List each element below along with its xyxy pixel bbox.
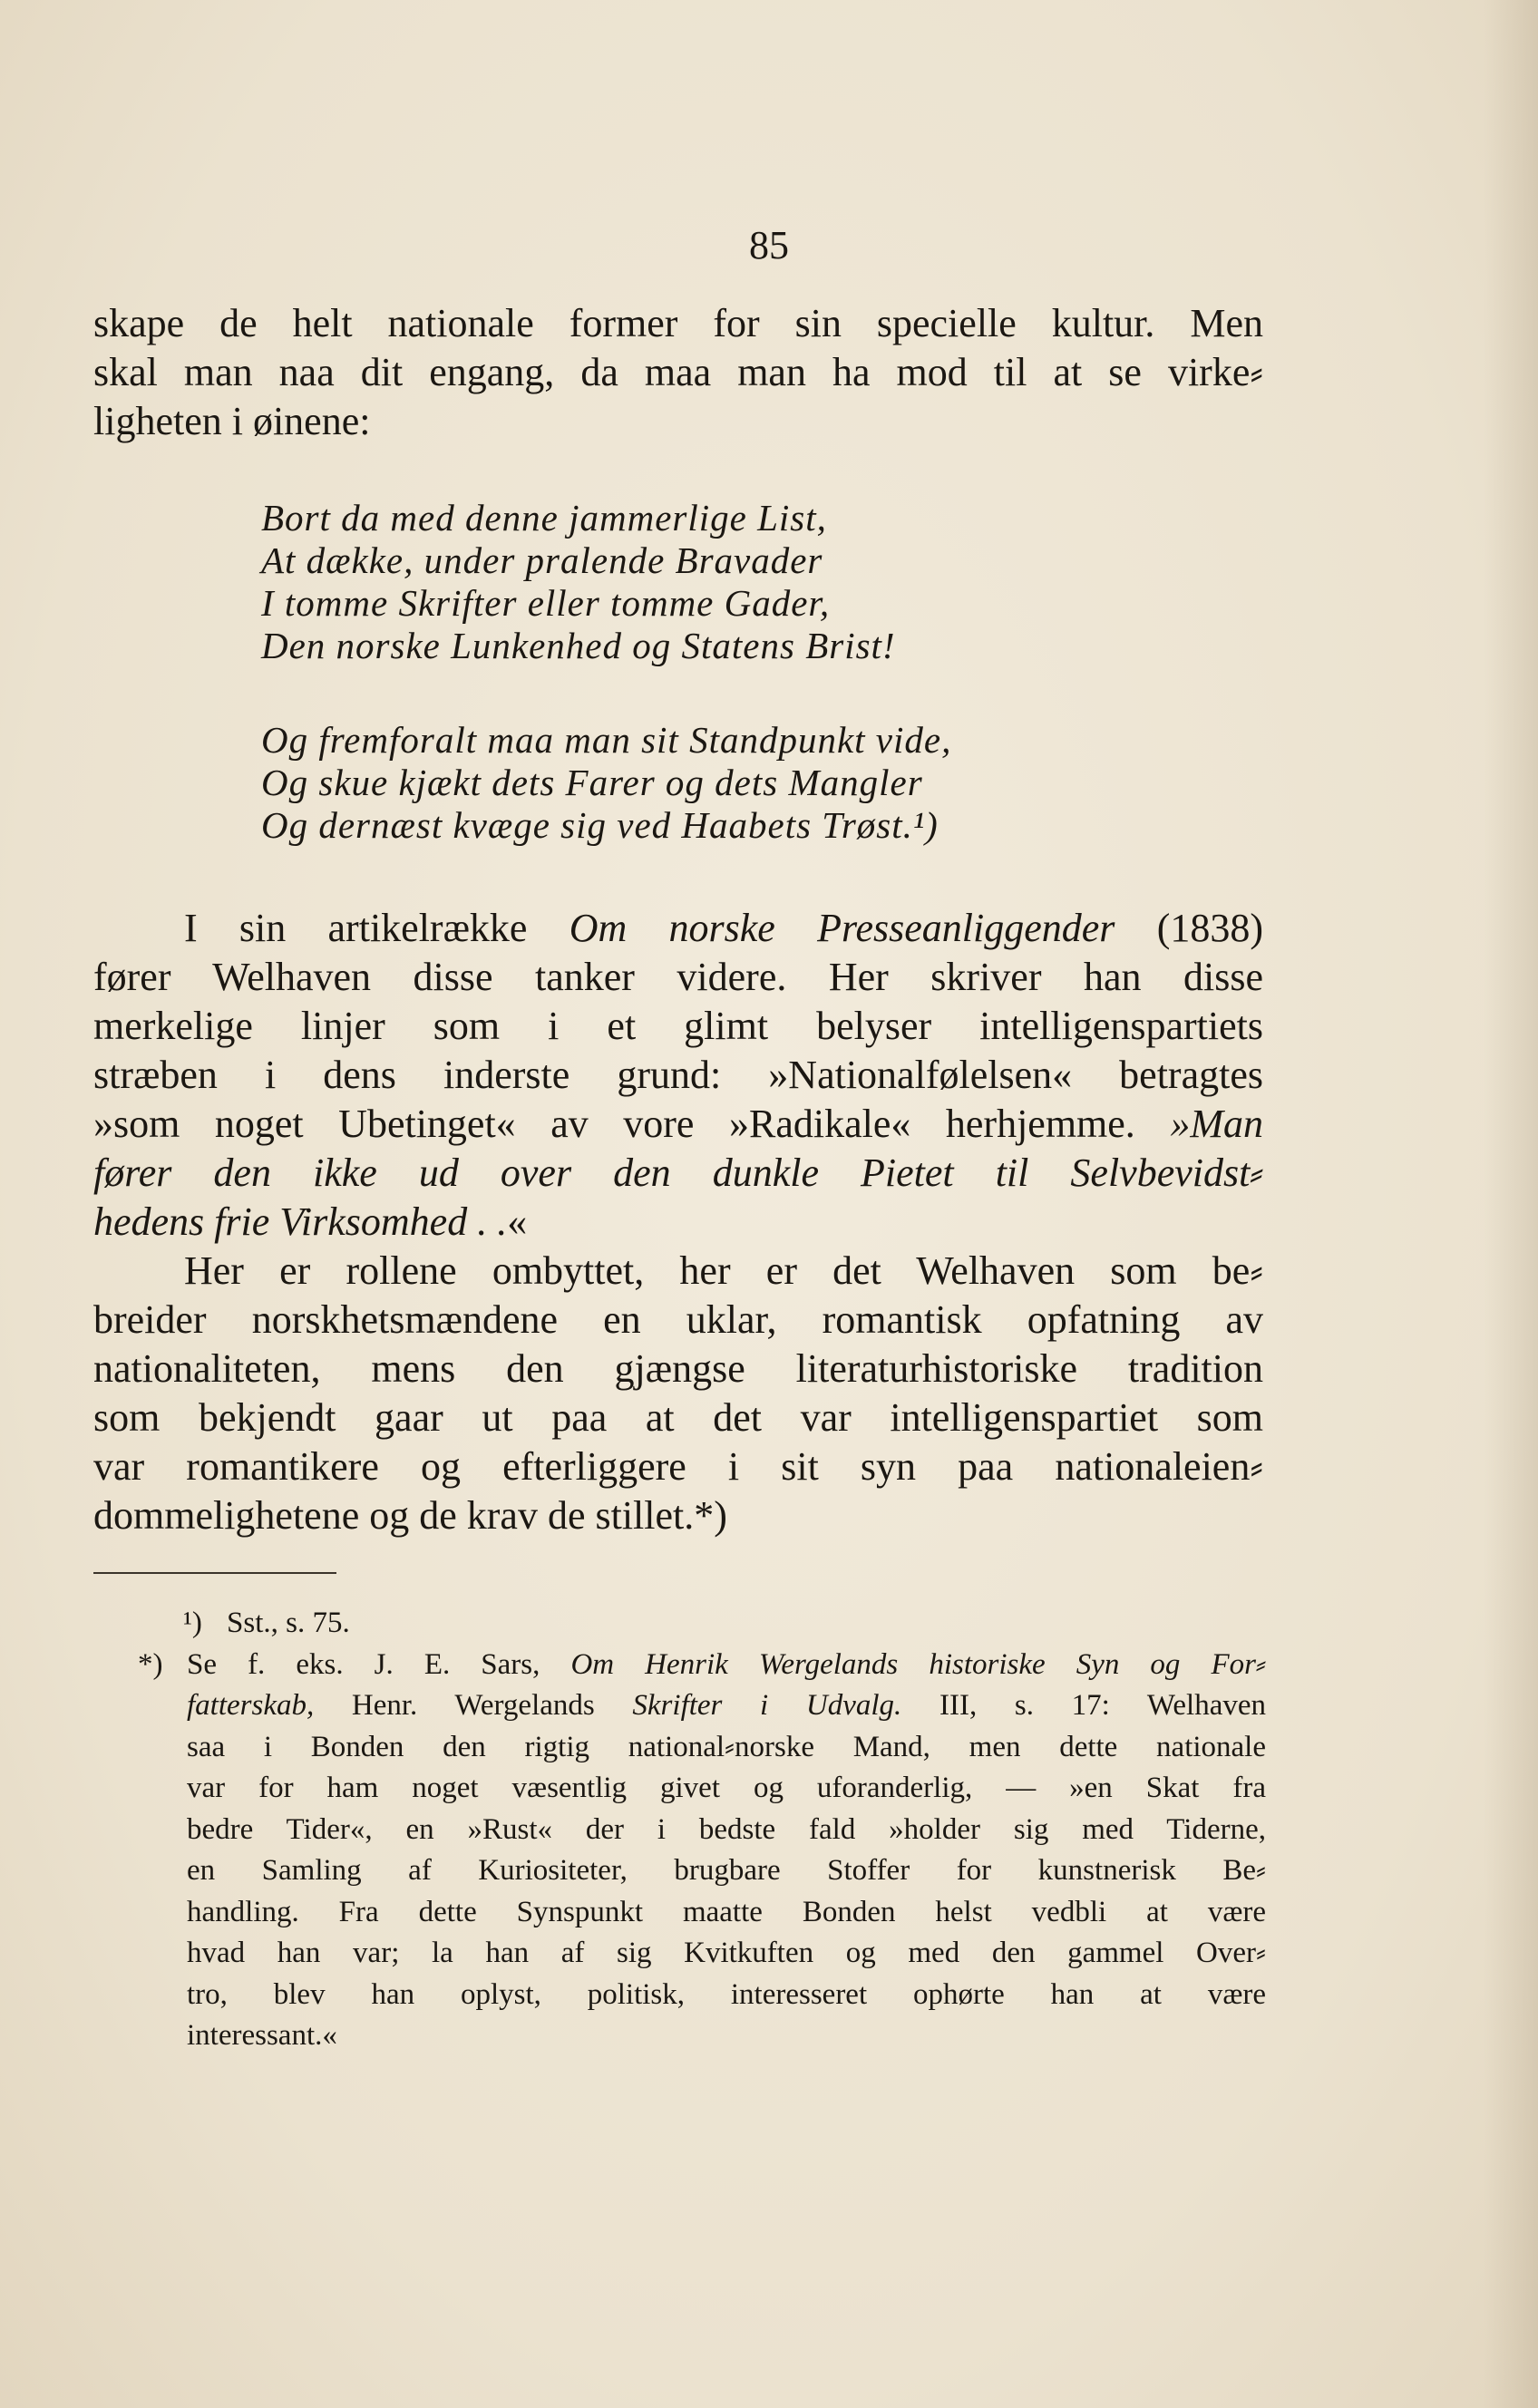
work-title: Skrifter i Udvalg. [632,1689,902,1722]
text-line: breider norskhetsmændene en uklar, romantisk opfatning av [93,1297,1263,1342]
page-number: 85 [749,223,789,267]
poem-stanza-1 [261,497,896,667]
footnotes [136,1603,1266,2057]
footnote-2-line [136,1645,1266,1686]
footnote-2-line: var for ham noget væsentlig givet og uforanderlig, — »en Skat fra [187,1772,1266,1804]
poem-line: Bort da med denne jammerlige List, [261,497,827,539]
text-line [93,904,1263,953]
poem-line: Og dernæst kvæge sig ved Haabets Trøst.¹) [261,804,939,846]
poem-line: Den norske Lunkenhed og Statens Brist! [261,625,896,666]
text-line [93,1198,1263,1247]
poem-line: At dække, under pralende Bravader [261,539,823,581]
text-line: var romantikere og efterliggere i sit syn paa nationaleien⸗ [93,1444,1263,1489]
footnote-marker: ¹) [183,1607,202,1639]
text-span: III, s. 17: Welhaven [901,1689,1266,1722]
text-line: Her er rollene ombyttet, her er det Welhaven som be⸗ [184,1248,1263,1293]
poem-line: Og skue kjækt dets Farer og dets Mangler [261,762,923,803]
poem-line: I tomme Skrifter eller tomme Gader, [261,582,831,624]
quote-italic: hedens frie Virksomhed . . [93,1199,508,1244]
paragraph-2 [93,904,1263,1247]
poem-line: Og fremforalt maa man sit Standpunkt vide, [261,719,952,761]
footnote-text: Sst., s. 75. [227,1607,350,1639]
footnote-2-line: hvad han var; la han af sig Kvitkuften og med den gammel Over⸗ [187,1937,1266,1969]
quote-italic: »Man [1170,1102,1263,1146]
work-title: Om norske Presseanliggender [569,906,1115,950]
text-span: Se f. eks. J. E. Sars, [187,1647,571,1681]
footnote-2-line: interessant.« [187,2019,337,2052]
text-line: merkelige linjer som i et glimt belyser intelligenspartiets [93,1004,1263,1048]
paragraph-3 [93,1247,1263,1540]
footnote-2-line [136,1685,1266,1727]
footnote-marker: *) [138,1647,163,1681]
text-span: « [507,1199,528,1244]
text-line [93,1100,1263,1149]
work-title: Om Henrik Wergelands historiske Syn og For⸗ [570,1647,1266,1681]
text-line: fører Welhaven disse tanker videre. Her skriver han disse [93,955,1263,999]
page-edge-shadow [1484,0,1538,2408]
text-line [93,1149,1263,1198]
text-span: (1838) [1115,906,1263,950]
quote-italic: fører den ikke ud over den dunkle Pietet til Selvbevidst⸗ [93,1151,1263,1195]
paragraph-1 [93,299,1263,446]
footnote-1 [136,1603,1266,1645]
text-line: stræben i dens inderste grund: »Nationalfølelsen« betragtes [93,1053,1263,1097]
footnote-2-line: saa i Bonden den rigtig national⸗norske Mand, men dette nationale [187,1730,1266,1763]
footnote-divider [93,1572,336,1574]
work-title: fatterskab, [187,1689,315,1722]
text-line: som bekjendt gaar ut paa at det var intelligenspartiet som [93,1395,1263,1440]
text-line: nationaliteten, mens den gjængse literaturhistoriske tradition [93,1346,1263,1391]
text-span: Henr. Wergelands [314,1689,633,1722]
footnote-2-line: bedre Tider«, en »Rust« der i bedste fald »holder sig med Tiderne, [187,1812,1266,1846]
footnote-2-line: en Samling af Kuriositeter, brugbare Stoffer for kunstnerisk Be⸗ [187,1854,1266,1887]
footnote-2-line: handling. Fra dette Synspunkt maatte Bonden helst vedbli at være [187,1895,1266,1928]
text-line: skal man naa dit engang, da maa man ha mod til at se virke⸗ [93,350,1263,394]
footnote-2-line: tro, blev han oplyst, politisk, interesseret ophørte han at være [187,1977,1266,2011]
text-span: I sin artikelrække [184,906,569,950]
text-line: dommelighetene og de krav de stillet.*) [93,1493,727,1538]
text-line: skape de helt nationale former for sin specielle kultur. Men [93,301,1263,345]
poem-stanza-2 [261,719,951,847]
text-line: ligheten i øinene: [93,399,371,443]
text-span: »som noget Ubetinget« av vore »Radikale« herhjemme. [93,1102,1171,1146]
